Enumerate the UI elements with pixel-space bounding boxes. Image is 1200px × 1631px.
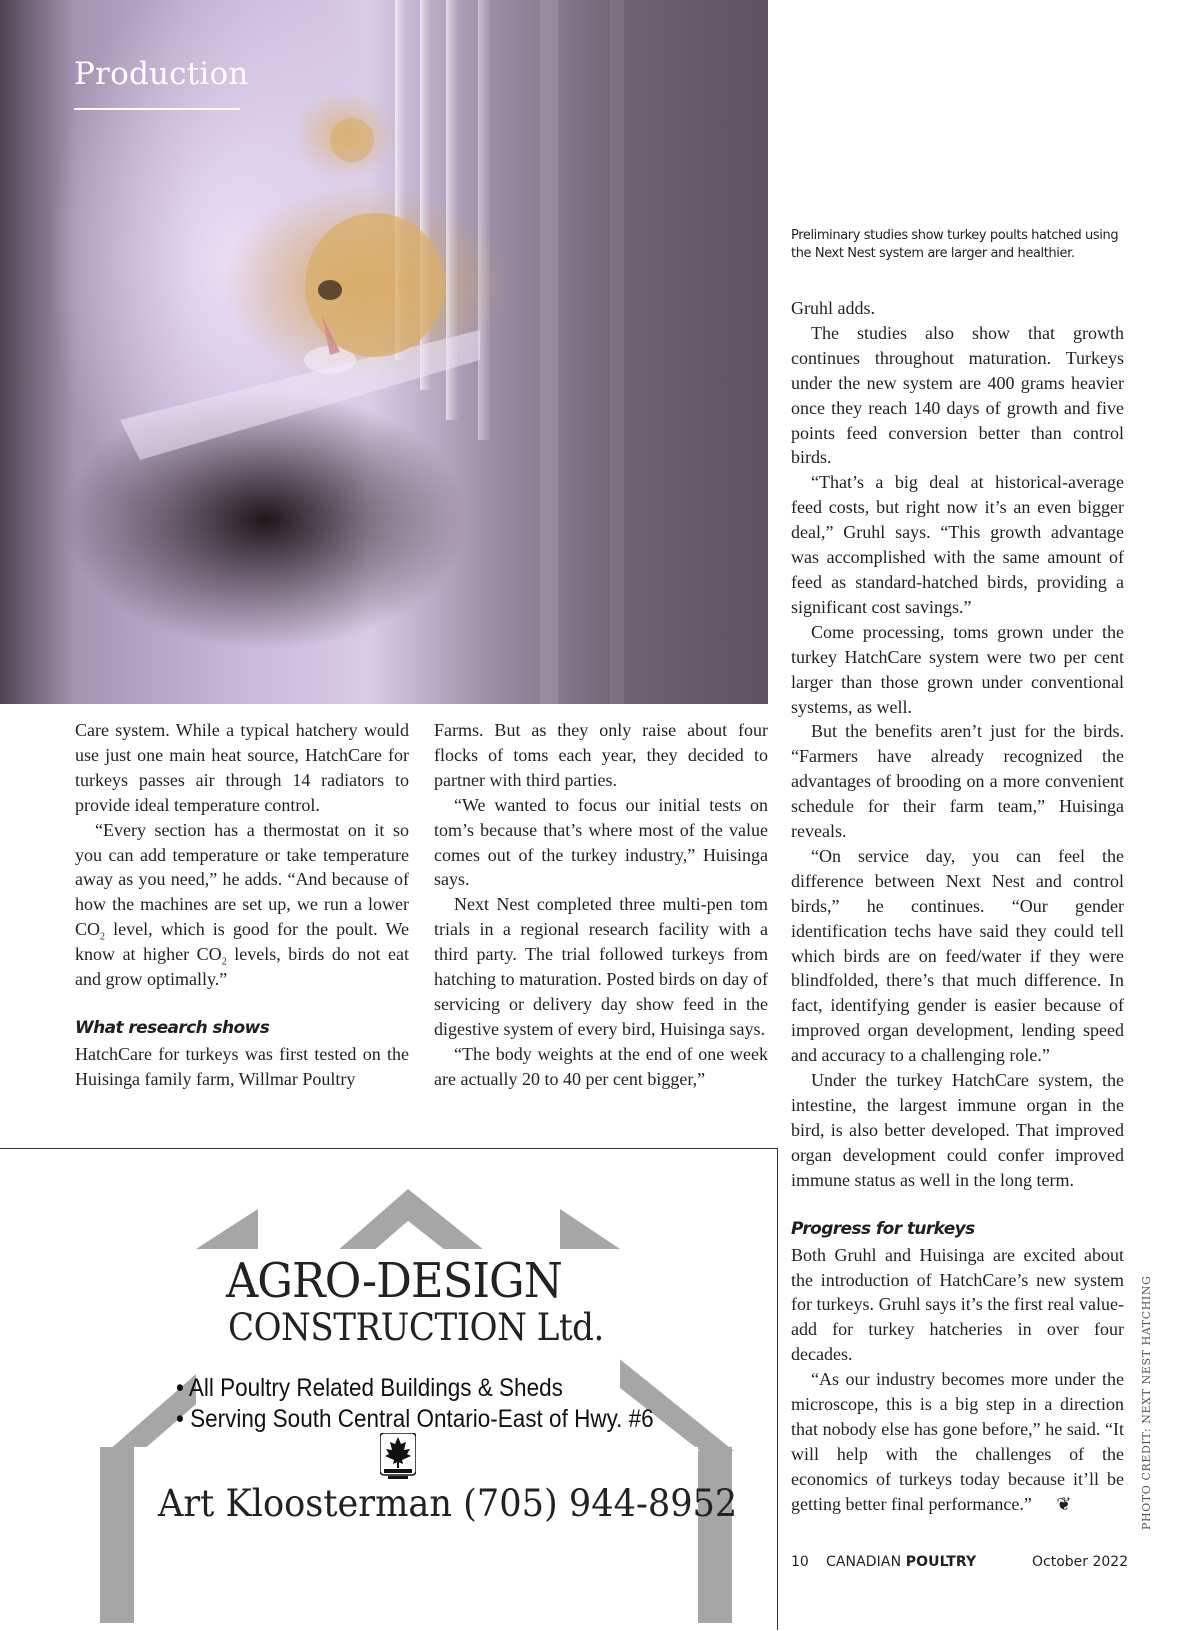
end-mark-icon: ❦ (1056, 1493, 1072, 1514)
maple-leaf-member-icon (380, 1433, 416, 1481)
paragraph: “Every section has a thermostat on it so you can add temperature or take temperature away as you need,” he adds. “And because of how the machines are set up, we run a lower $CO_2$ level, which is good for the poult. We know at higher $CO_2$ levels, birds do not eat and grow optimally.” (75, 819, 409, 990)
section-rule (74, 108, 240, 110)
paragraph: “That’s a big deal at historical-average feed costs, but right now it’s an even bigger deal,” Gruhl says. “This growth advantage was accomplished with the same amount of feed as standard-hatched birds, providing a significant cost savings.” (791, 472, 1124, 617)
paragraph: Farms. But as they only raise about four flocks of toms each year, they decided to partner with third parties. (434, 720, 768, 790)
paragraph: Both Gruhl and Huisinga are excited about the introduction of HatchCare’s new system for turkeys. Gruhl says it’s the first real value-add for turkey hatcheries in over four decades. (791, 1244, 1124, 1365)
hero-photo (0, 0, 768, 704)
paragraph: But the benefits aren’t just for the birds. “Farmers have already recognized the advantages of brooding on a more convenient schedule for their farm team,” Huisinga reveals. (791, 721, 1124, 842)
paragraph: “On service day, you can feel the difference between Next Nest and control birds,” he continues. “Our gender identification techs have said they could tell which birds are on feed/water if they were blindfolded, there’s that much difference. In fact, identifying gender is easier because of improved organ development, lending speed and accuracy to a challenging role.” (791, 845, 1124, 1066)
article-column-2 (434, 718, 768, 1092)
paragraph: Care system. While a typical hatchery would use just one main heat source, HatchCare for turkeys passes air through 14 radiators to provide ideal temperature control. (75, 720, 409, 815)
section-label: Production (74, 56, 249, 92)
article-column-1 (75, 718, 409, 1092)
paragraph: Next Nest completed three multi-pen tom trials in a regional research facility with a third party. The trial followed turkeys from hatching to maturation. Posted birds on day of servicing or delivery day show feed in the digestive system of every bird, Huisinga says. (434, 894, 768, 1039)
paragraph: Come processing, toms grown under the turkey HatchCare system were two per cent larger than those grown under conventional systems, as well. (791, 621, 1124, 717)
ad-bullet: • Serving South Central Ontario-East of Hwy. #6 (176, 1405, 654, 1433)
paragraph: “The body weights at the end of one week are actually 20 to 40 per cent bigger,” (434, 1043, 768, 1089)
paragraph: Gruhl adds. (791, 298, 875, 318)
ad-company-subtitle: CONSTRUCTION Ltd. (228, 1306, 604, 1349)
paragraph: Under the turkey HatchCare system, the intestine, the largest immune organ in the bird, is also better developed. That improved organ development could confer improved immune status as well in the long term. (791, 1070, 1124, 1190)
ad-company-name: AGRO-DESIGN (226, 1253, 562, 1309)
advertisement (0, 1148, 778, 1630)
photo-credit: PHOTO CREDIT: NEXT NEST HATCHING (1140, 1275, 1153, 1530)
paragraph: The studies also show that growth continues throughout maturation. Turkeys under the new system are 400 grams heavier once they reach 140 days of growth and five points feed conversion better than control birds. (791, 322, 1124, 468)
paragraph: “We wanted to focus our initial tests on tom’s because that’s where most of the value comes out of the turkey industry,” Huisinga says. (434, 794, 768, 890)
ad-contact: Art Kloosterman (705) 944-8952 (158, 1482, 738, 1525)
paragraph: “As our industry becomes more under the microscope, this is a big step in a direction that nobody else has gone before,” he said. “It will help with the challenges of the economics of turkeys today because it’ll be getting better final performance.” ❦ (791, 1367, 1124, 1516)
ad-bullet: • All Poultry Related Buildings & Sheds (176, 1374, 563, 1402)
issue-date: October 2022 (1032, 1554, 1129, 1570)
page-number: 10 (791, 1554, 809, 1570)
subhead: Progress for turkeys (791, 1218, 975, 1239)
hatcher-bars-graphic (0, 0, 768, 704)
magazine-name: CANADIAN POULTRY (826, 1554, 977, 1570)
photo-caption: Preliminary studies show turkey poults hatched using the Next Nest system are larger and healthier. (791, 228, 1119, 261)
ad-services-list (176, 1373, 654, 1435)
article-column-3 (791, 296, 1124, 1517)
paragraph: HatchCare for turkeys was first tested on the Huisinga family farm, Willmar Poultry (75, 1043, 409, 1089)
subhead: What research shows (75, 1017, 270, 1038)
